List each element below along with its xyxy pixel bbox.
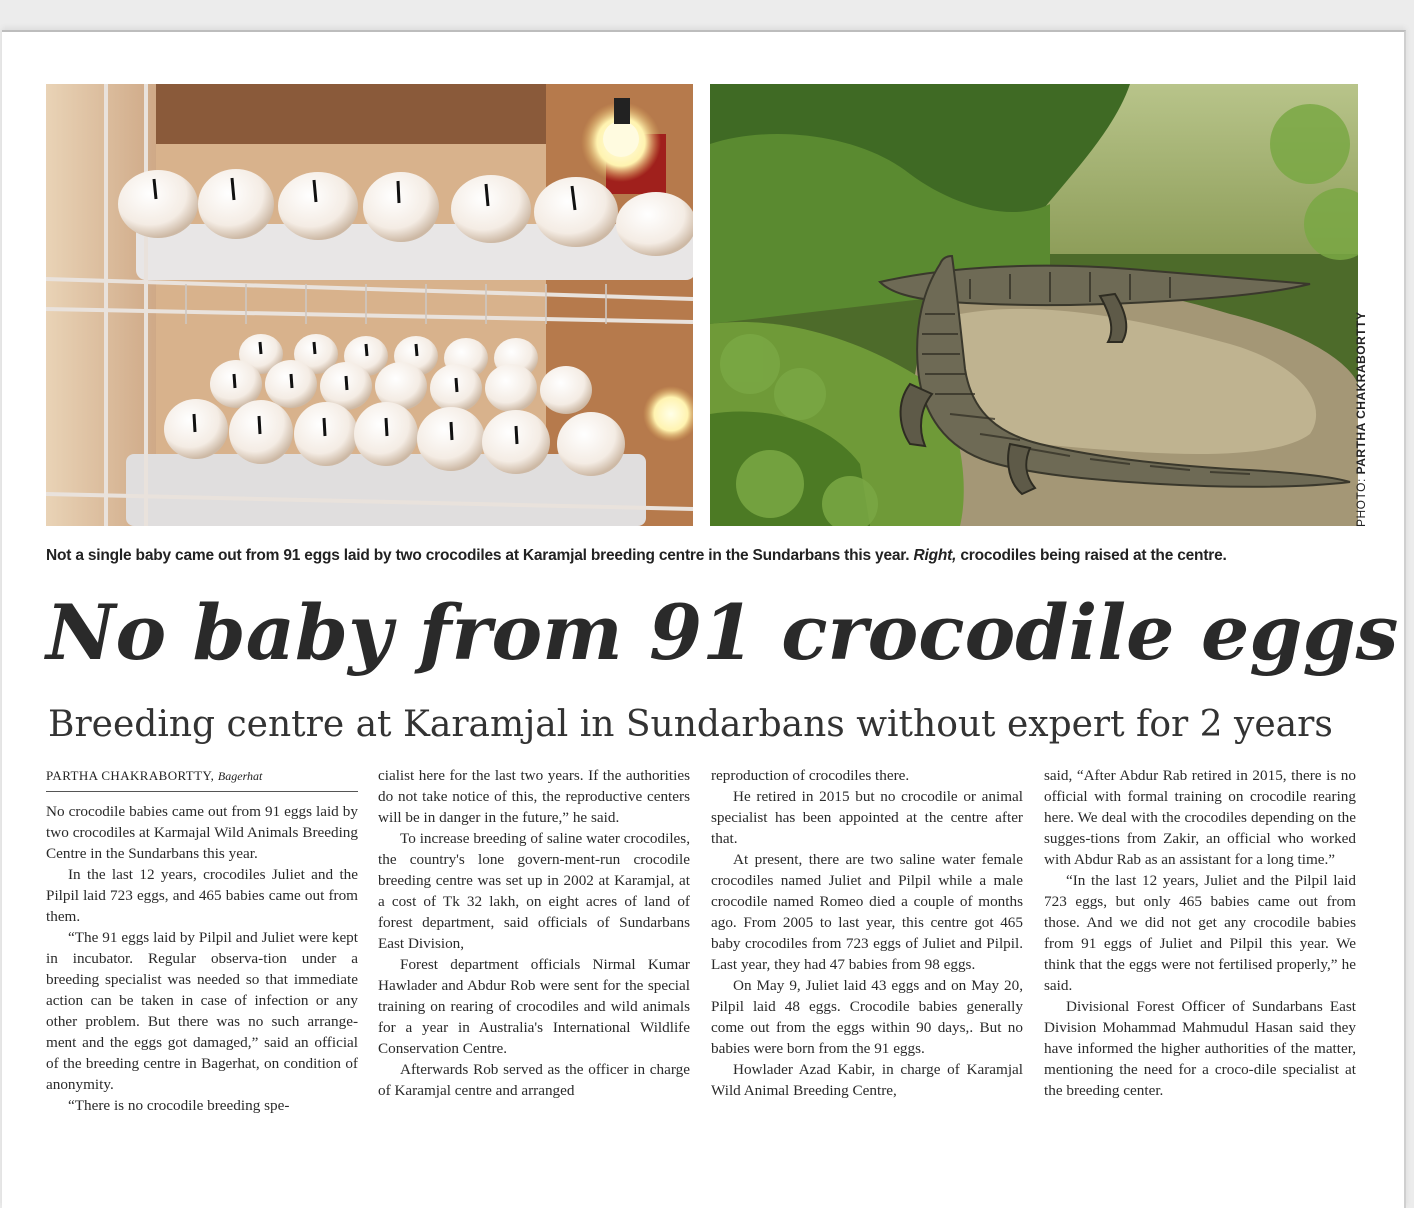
photo-caption [46,547,1366,565]
article-column-1 [46,765,358,1116]
incubator-eggs-illustration [46,84,693,526]
article-paragraph: said, “After Abdur Rab retired in 2015, there is no official with formal training on crocodile rearing here. We deal with the crocodiles depending on the sugges-tions from Zakir, an official who worked with Abdur Rab as an assistant for a long time.” [1044,767,1356,868]
article-paragraph: “In the last 12 years, Juliet and the Pilpil laid 723 eggs, but only 465 babies came out from those. And we did not get any crocodile babies from 91 eggs of Juliet and Pilpil this year. We think that the eggs were not fertilised properly,” he said. [1044,872,1356,994]
newspaper-page [2,30,1406,1208]
photo-credit-name: PARTHA CHAKRABORTTY [1354,311,1368,475]
article-paragraph: “The 91 eggs laid by Pilpil and Juliet were kept in incubator. Regular observa-tion under a breeding specialist was needed so that immediate action can be taken in case of infection or any other problem. But there was no such arrange-ment and the eggs got damaged,” said an official of the breeding centre in Bagerhat, on condition of anonymity. [46,929,358,1093]
article-paragraph: Forest department officials Nirmal Kumar Hawlader and Abdur Rob were sent for the special training on rearing of crocodiles and wild animals for a year in Australia's International Wildlife Conservation Centre. [378,956,690,1057]
byline-place: Bagerhat [217,769,263,783]
article-paragraph: He retired in 2015 but no crocodile or animal specialist has been appointed at the centre after that. [711,788,1023,847]
caption-emphasis: Right, [913,547,957,564]
crocodiles-illustration [710,84,1358,526]
subheadline: Breeding centre at Karamjal in Sundarbans without expert for 2 years [48,704,1333,745]
article-paragraph: At present, there are two saline water female crocodiles named Juliet and Pilpil while a male crocodile named Romeo died a couple of months ago. From 2005 to last year, this centre got 465 baby crocodiles from 723 eggs of Juliet and Pilpil. Last year, they had 47 babies from 98 eggs. [711,851,1023,973]
article-paragraph: reproduction of crocodiles there. [711,767,910,784]
byline-author: PARTHA CHAKRABORTTY, [46,768,215,783]
article-paragraph: Divisional Forest Officer of Sundarbans East Division Mohammad Mahmudul Hasan said they have informed the higher authorities of the matter, mentioning the need for a croco-dile specialist at the breeding center. [1044,998,1356,1099]
incubator-eggs-photo [46,84,693,526]
article-paragraph: Afterwards Rob served as the officer in charge of Karamjal centre and arranged [378,1061,690,1099]
byline [46,765,358,792]
article-column-4 [1044,765,1356,1101]
caption-tail: crocodiles being raised at the centre. [960,547,1227,564]
crocodiles-photo [710,84,1358,526]
article-paragraph: To increase breeding of saline water crocodiles, the country's lone govern-ment-run crocodile breeding centre was set up in 2002 at Karamjal, at a cost of Tk 32 lakh, on eight acres of land of forest department, said officials of Sundarbans East Division, [378,830,690,952]
headline: No baby from 91 crocodile eggs [46,588,1399,677]
article-paragraph: cialist here for the last two years. If the authorities do not take notice of this, the reproductive centers will be in danger in the future,” he said. [378,767,690,826]
photo-credit-label: PHOTO: [1354,478,1368,527]
article-paragraph: No crocodile babies came out from 91 eggs laid by two crocodiles at Karmajal Wild Animals Breeding Centre in the Sundarbans this year. [46,803,358,862]
caption-main: Not a single baby came out from 91 eggs laid by two crocodiles at Karamjal breeding centre in the Sundarbans this year. [46,547,910,564]
article-column-3 [711,765,1023,1101]
photo-credit [1354,312,1368,527]
article-paragraph: In the last 12 years, crocodiles Juliet and the Pilpil laid 723 eggs, and 465 babies came out from them. [46,866,358,925]
article-column-2 [378,765,690,1101]
article-paragraph: On May 9, Juliet laid 43 eggs and on May 20, Pilpil laid 48 eggs. Crocodile babies generally come out from the eggs within 90 days,. But no babies were born from the 91 eggs. [711,977,1023,1057]
article-paragraph: Howlader Azad Kabir, in charge of Karamjal Wild Animal Breeding Centre, [711,1061,1023,1099]
article-paragraph: “There is no crocodile breeding spe- [68,1097,290,1114]
